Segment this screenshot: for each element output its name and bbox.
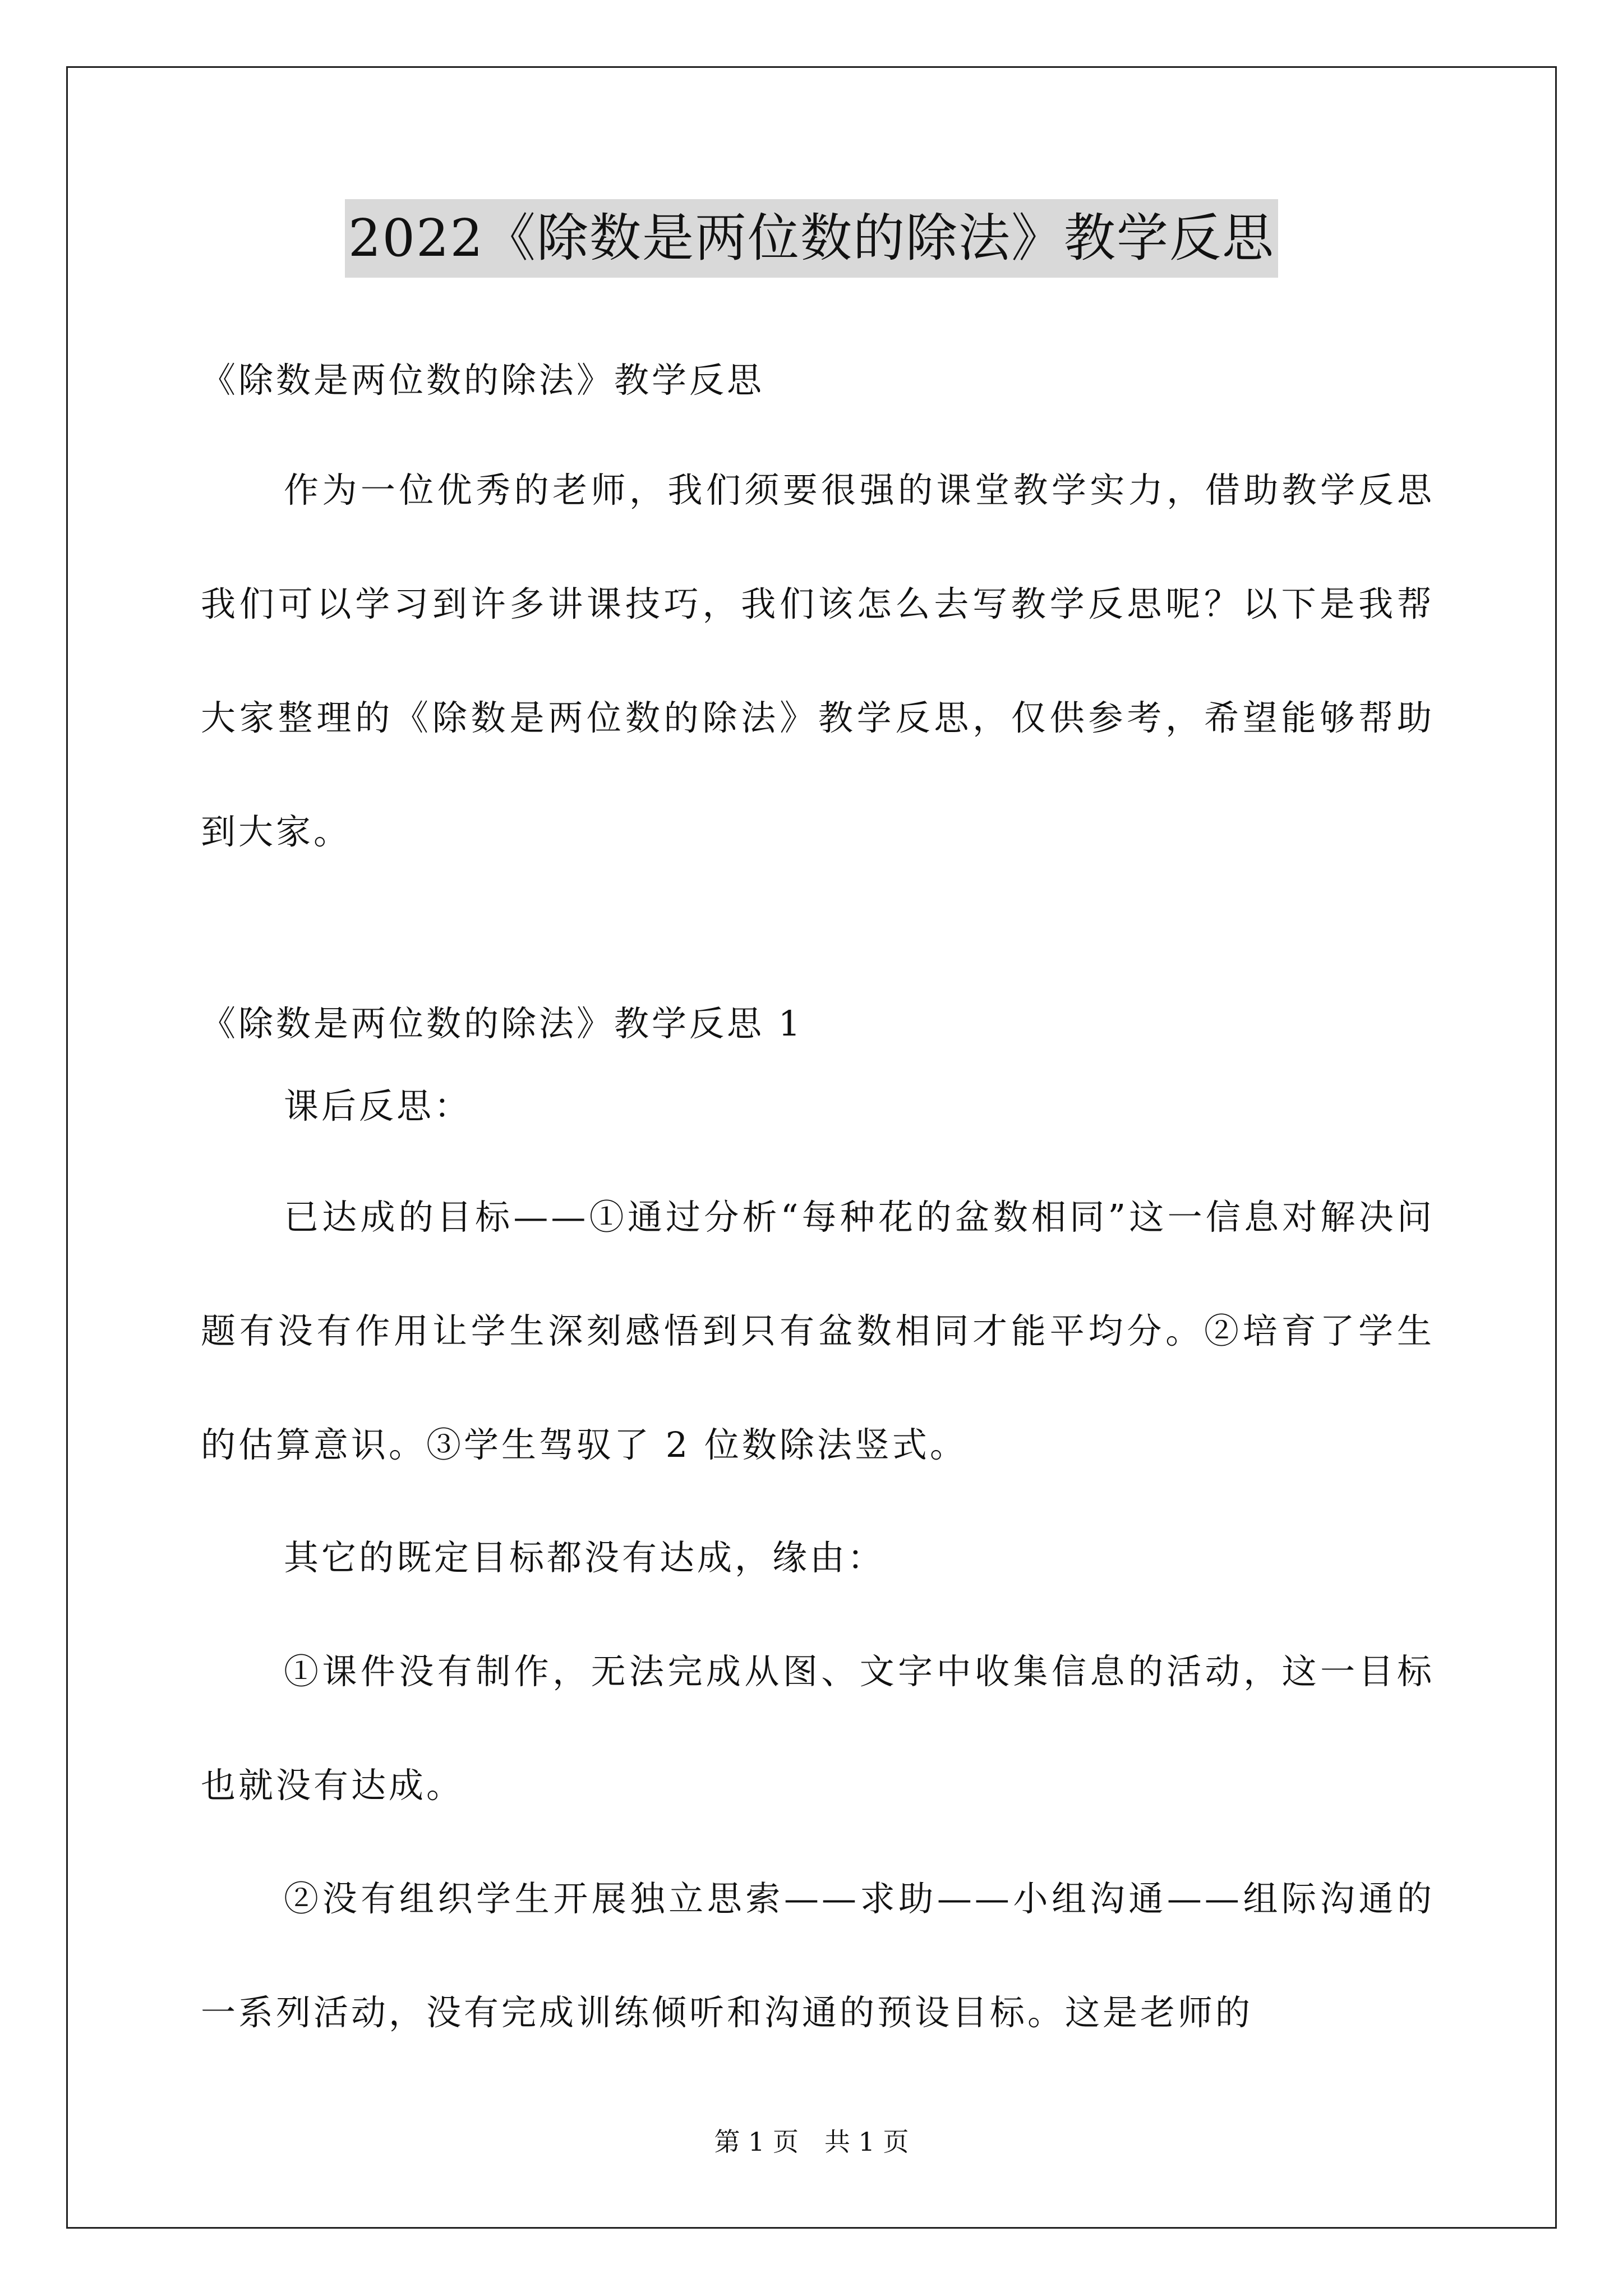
section-heading: 《除数是两位数的除法》教学反思 1 bbox=[201, 1003, 804, 1044]
paragraph-unmet-goals: 其它的既定目标都没有达成，缘由： bbox=[284, 1537, 886, 1578]
paragraph-reason-1: ①课件没有制作，无法完成从图、文字中收集信息的活动，这一目标也就没有达成。 bbox=[201, 1651, 1435, 1806]
title-container bbox=[0, 199, 1623, 278]
document-subtitle: 《除数是两位数的除法》教学反思 bbox=[201, 360, 765, 401]
paragraph-achieved-goals: 已达成的目标——①通过分析“每种花的盆数相同”这一信息对解决问题有没有作用让学生深刻感悟到只有盆数相同才能平均分。②培育了学生的估算意识。③学生驾驭了 2 位数除法竖式。 bbox=[201, 1197, 1435, 1465]
document-title: 2022《除数是两位数的除法》教学反思 bbox=[345, 199, 1278, 278]
paragraph-reflection-label: 课后反思： bbox=[284, 1085, 472, 1126]
page-footer: 第 1 页 共 1 页 bbox=[714, 2127, 909, 2157]
intro-paragraph: 作为一位优秀的老师，我们须要很强的课堂教学实力，借助教学反思我们可以学习到许多讲课技巧，我们该怎么去写教学反思呢？以下是我帮大家整理的《除数是两位数的除法》教学反思，仅供参考，希望能够帮助到大家。 bbox=[201, 470, 1435, 852]
paragraph-reason-2: ②没有组织学生开展独立思索——求助——小组沟通——组际沟通的一系列活动，没有完成训练倾听和沟通的预设目标。这是老师的 bbox=[201, 1878, 1435, 2033]
